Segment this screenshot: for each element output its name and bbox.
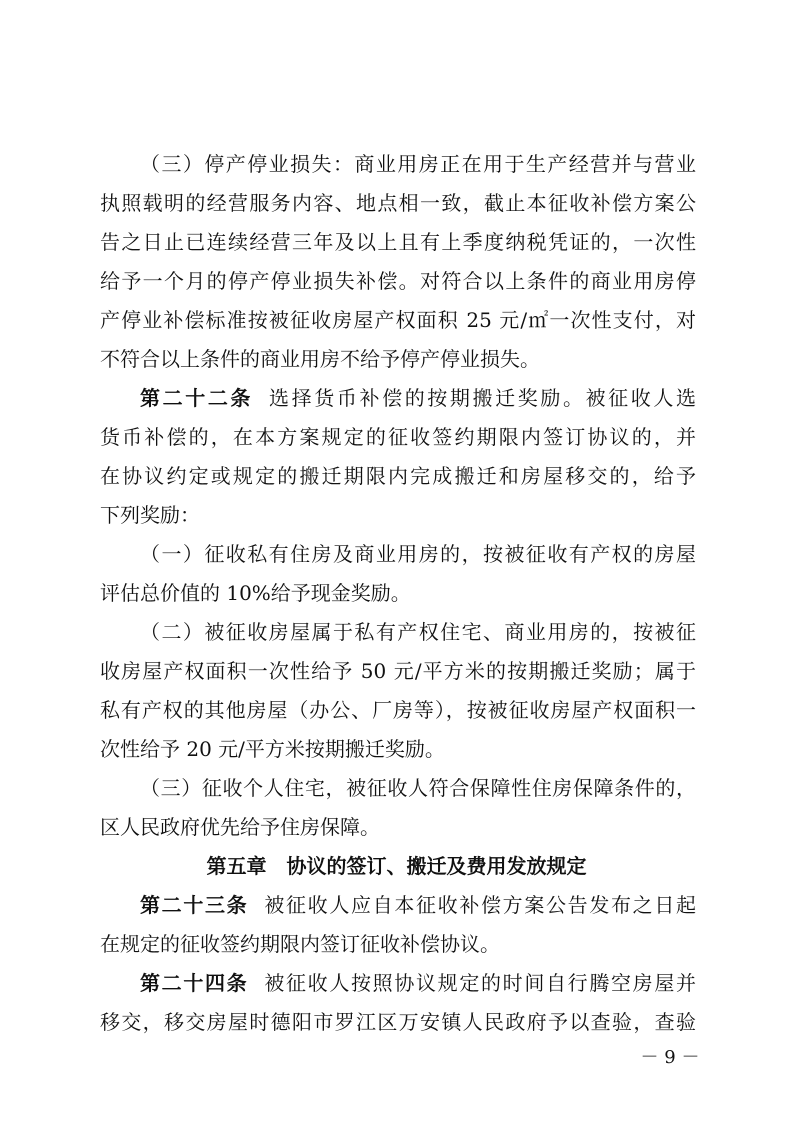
- paragraph-line: 评估总价值的 10%给予现金奖励。: [100, 581, 411, 605]
- paragraph-line: （三）征收个人住宅，被征收人符合保障性住房保障条件的，: [140, 776, 696, 800]
- paragraph-line: 给予一个月的停产停业损失补偿。对符合以上条件的商业用房停: [100, 269, 696, 293]
- paragraph-line: 区人民政府优先给予住房保障。: [100, 815, 380, 839]
- article-24-line: [140, 970, 696, 996]
- paragraph-line: 移交，移交房屋时德阳市罗江区万安镇人民政府予以查验，查验: [100, 1010, 696, 1034]
- chapter-heading: 第五章 协议的签订、搬迁及费用发放规定: [206, 854, 587, 878]
- paragraph-line: 在协议约定或规定的搬迁期限内完成搬迁和房屋移交的，给予: [100, 464, 696, 488]
- paragraph-line: 私有产权的其他房屋（办公、厂房等），按被征收房屋产权面积一: [100, 698, 696, 722]
- article-heading: 第二十四条: [140, 971, 249, 995]
- paragraph-line: 次性给予 20 元/平方米按期搬迁奖励。: [100, 737, 445, 761]
- paragraph-line: （二）被征收房屋属于私有产权住宅、商业用房的，按被征: [140, 620, 696, 644]
- paragraph-line: 在规定的征收签约期限内签订征收补偿协议。: [100, 932, 500, 956]
- article-heading: 第二十二条: [140, 386, 254, 410]
- article-text: 被征收人按照协议规定的时间自行腾空房屋并: [264, 971, 697, 995]
- article-text: 选择货币补偿的按期搬迁奖励。被征收人选: [269, 386, 697, 410]
- paragraph-line: 货币补偿的，在本方案规定的征收签约期限内签订协议的，并: [100, 425, 696, 449]
- page-number: － 9 －: [640, 1047, 700, 1068]
- article-22-line: [140, 385, 696, 411]
- article-heading: 第二十三条: [140, 893, 249, 917]
- paragraph-line: 下列奖励：: [100, 503, 200, 527]
- paragraph-line: 告之日止已连续经营三年及以上且有上季度纳税凭证的，一次性: [100, 230, 696, 254]
- paragraph-line: （一）征收私有住房及商业用房的，按被征收有产权的房屋: [140, 542, 696, 566]
- paragraph-line: 执照载明的经营服务内容、地点相一致，截止本征收补偿方案公: [100, 191, 696, 215]
- paragraph-line: 收房屋产权面积一次性给予 50 元/平方米的按期搬迁奖励；属于: [100, 659, 696, 683]
- paragraph-line: 产停业补偿标准按被征收房屋产权面积 25 元/㎡一次性支付，对: [100, 308, 696, 332]
- article-text: 被征收人应自本征收补偿方案公告发布之日起: [264, 893, 697, 917]
- paragraph-line: 不符合以上条件的商业用房不给予停产停业损失。: [100, 347, 540, 371]
- paragraph-line: （三）停产停业损失：商业用房正在用于生产经营并与营业: [140, 152, 696, 176]
- article-23-line: [140, 892, 696, 918]
